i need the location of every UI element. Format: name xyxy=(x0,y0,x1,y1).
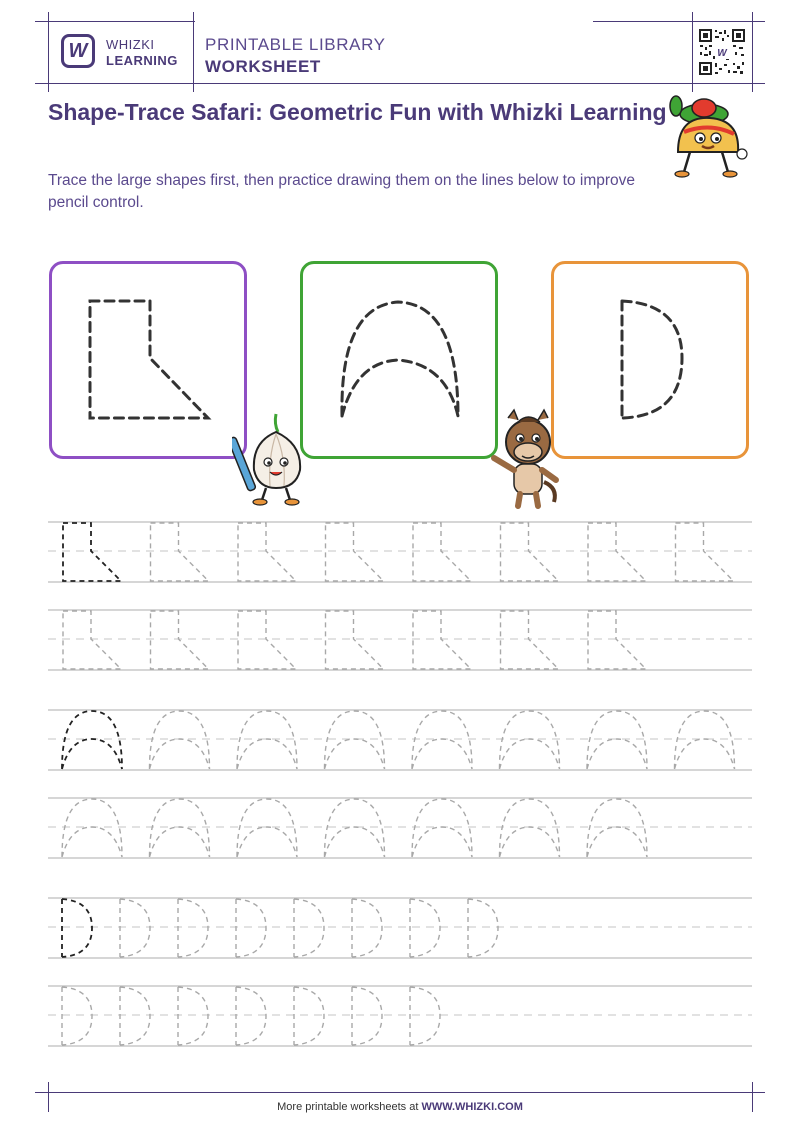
d-trace-shape[interactable] xyxy=(352,987,382,1045)
logo-letter: W xyxy=(68,39,88,62)
arch-trace-shape[interactable] xyxy=(500,711,560,769)
d-trace-shape[interactable] xyxy=(120,899,150,957)
boot-trace-shape[interactable] xyxy=(238,523,296,581)
arch-trace-shape[interactable] xyxy=(412,799,472,857)
worksheet-label: WORKSHEET xyxy=(205,57,321,76)
arch-trace-shape[interactable] xyxy=(325,799,385,857)
boot-trace-shape[interactable] xyxy=(413,611,471,669)
boot-trace-shape[interactable] xyxy=(63,611,121,669)
footer-text xyxy=(0,1101,800,1113)
boot-trace-shape[interactable] xyxy=(588,611,646,669)
arch-trace-shape[interactable] xyxy=(62,799,122,857)
d-trace-shape[interactable] xyxy=(178,987,208,1045)
boot-trace-shape[interactable] xyxy=(326,523,384,581)
d-trace-shape[interactable] xyxy=(178,899,208,957)
arch-trace-shape[interactable] xyxy=(412,711,472,769)
boot-trace-shape[interactable] xyxy=(501,611,559,669)
d-trace-shape[interactable] xyxy=(410,987,440,1045)
arch-trace-shape[interactable] xyxy=(237,799,297,857)
arch-trace-shape[interactable] xyxy=(62,711,122,769)
qr-logo-letter: W xyxy=(717,48,727,59)
d-trace-shape[interactable] xyxy=(236,987,266,1045)
boot-trace-shape[interactable] xyxy=(151,523,209,581)
arch-trace-shape[interactable] xyxy=(587,711,647,769)
boot-trace-shape[interactable] xyxy=(151,611,209,669)
arch-trace-shape[interactable] xyxy=(587,799,647,857)
footer-link[interactable]: WWW.WHIZKI.COM xyxy=(421,1101,523,1113)
boot-trace-shape[interactable] xyxy=(238,611,296,669)
d-trace-shape[interactable] xyxy=(62,899,92,957)
practice-area xyxy=(0,510,800,1050)
arch-trace-shape[interactable] xyxy=(150,711,210,769)
arch-trace-shape[interactable] xyxy=(237,711,297,769)
horse-mascot xyxy=(488,408,568,512)
footer-line xyxy=(35,1092,765,1093)
garlic-mascot xyxy=(232,412,318,508)
footer-label: More printable worksheets at xyxy=(277,1101,422,1113)
instructions: Trace the large shapes first, then practice drawing them on the lines below to improve pencil control. xyxy=(48,172,636,211)
d-shape-trace xyxy=(622,301,682,418)
arch-shape-trace xyxy=(342,302,458,416)
arch-trace-shape[interactable] xyxy=(325,711,385,769)
page-title: Shape-Trace Safari: Geometric Fun with Whizki Learning xyxy=(48,99,667,125)
arch-trace-shape[interactable] xyxy=(150,799,210,857)
boot-trace-shape[interactable] xyxy=(588,523,646,581)
d-trace-shape[interactable] xyxy=(236,899,266,957)
library-label: PRINTABLE LIBRARY xyxy=(205,35,386,54)
boot-shape-trace xyxy=(90,301,208,418)
brand-name-line2: LEARNING xyxy=(106,53,178,68)
boot-trace-shape[interactable] xyxy=(676,523,734,581)
d-trace-shape[interactable] xyxy=(62,987,92,1045)
arch-trace-shape[interactable] xyxy=(500,799,560,857)
d-trace-shape[interactable] xyxy=(468,899,498,957)
large-shapes-layer xyxy=(0,0,800,520)
boot-trace-shape[interactable] xyxy=(501,523,559,581)
d-trace-shape[interactable] xyxy=(120,987,150,1045)
boot-trace-shape[interactable] xyxy=(63,523,121,581)
brand-name-line1: WHIZKI xyxy=(106,37,155,52)
d-trace-shape[interactable] xyxy=(294,899,324,957)
d-trace-shape[interactable] xyxy=(352,899,382,957)
d-trace-shape[interactable] xyxy=(410,899,440,957)
arch-trace-shape[interactable] xyxy=(675,711,735,769)
d-trace-shape[interactable] xyxy=(294,987,324,1045)
boot-trace-shape[interactable] xyxy=(413,523,471,581)
boot-trace-shape[interactable] xyxy=(326,611,384,669)
